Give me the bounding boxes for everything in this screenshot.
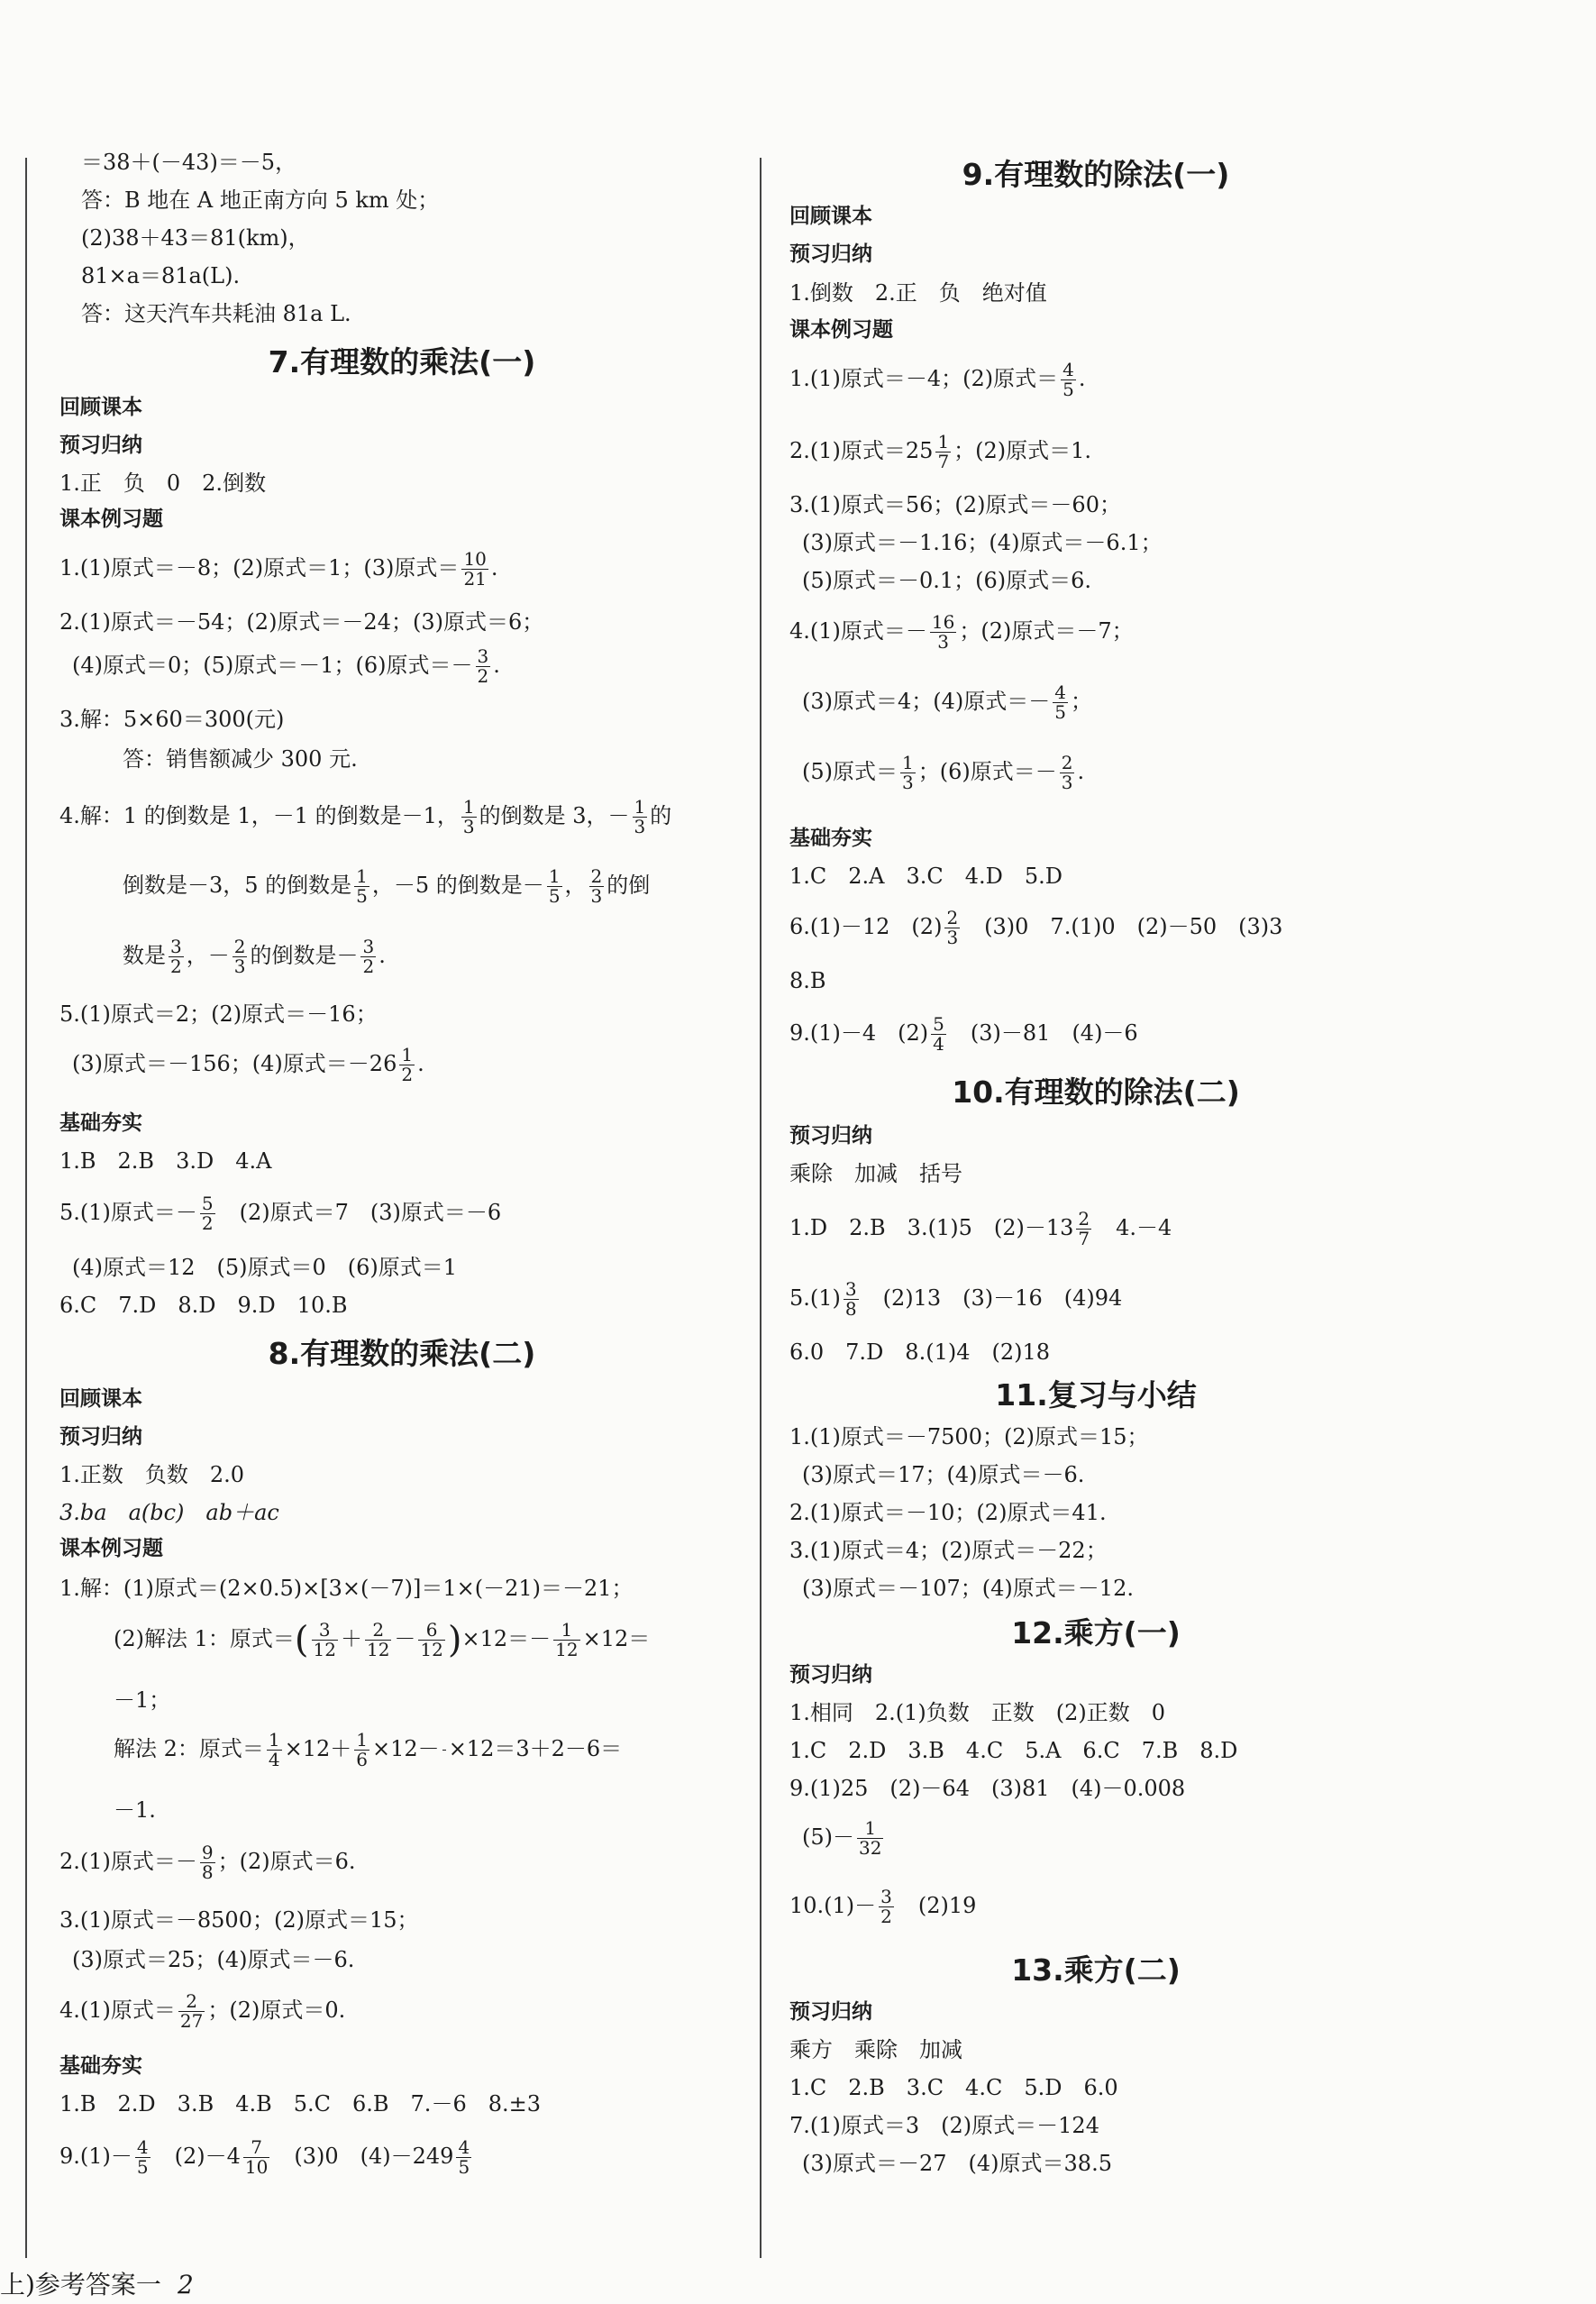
text-segment: 倒数是－3，5 的倒数是 (123, 873, 352, 898)
answer-line (59, 2138, 474, 2177)
text-segment: 4.(1)原式＝－ (789, 618, 927, 644)
denominator: 8 (201, 1861, 214, 1883)
answer-line: 3.解：5×60＝300(元) (59, 707, 285, 732)
page-footer (0, 2267, 194, 2303)
text-segment: 数是 (123, 943, 166, 968)
fraction (553, 1621, 579, 1659)
answer-line: 答：销售额减少 300 元. (123, 746, 358, 772)
answer-line: 1.倒数 2.正 负 绝对值 (789, 280, 1047, 306)
section-title: 12.乘方(一) (1011, 1615, 1181, 1650)
numerator: 16 (931, 611, 955, 633)
text-segment: 10.(1)－ (789, 1893, 877, 1918)
text-segment: 6.(1)－12 (2) (789, 914, 943, 939)
answer-line: 数是 $\frac{3}{2}$ ，－ $\frac{2}{3}$ 的倒数是－ $\frac{3}{2}$ . (123, 936, 386, 977)
denominator: 27 (179, 2010, 204, 2032)
answer-line: 3.(1)原式＝－8500；(2)原式＝15； (59, 1907, 419, 1933)
answer-line: 1.正数 负数 2.0 (59, 1462, 245, 1487)
denominator: 5 (1062, 379, 1074, 400)
numerator: 2 (178, 1992, 205, 2012)
denominator: 8 (844, 1298, 857, 1320)
denominator: 2 (201, 1212, 214, 1234)
numerator (442, 1750, 446, 1751)
text-line: 答：这天汽车共耗油 81a L. (81, 301, 351, 326)
fraction (461, 798, 477, 837)
answer-line: (5)原式＝－0.1；(6)原式＝6. (802, 568, 1092, 593)
fraction (418, 1621, 444, 1659)
numerator: 2 (946, 907, 959, 928)
answer-line: 6.C 7.D 8.D 9.D 10.B (59, 1293, 348, 1318)
answer-line: 乘除 加减 括号 (789, 1161, 962, 1186)
column-divider (760, 158, 762, 2258)
answer-line: 2.(1)原式＝－54；(2)原式＝－24；(3)原式＝6； (59, 609, 544, 635)
text-segment: 4.解：1 的倒数是 1，－1 的倒数是－1， (59, 803, 459, 828)
answer-line (789, 1015, 1138, 1054)
section-title: 10.有理数的除法(二) (952, 1074, 1240, 1110)
text-segment: (2)19 (896, 1893, 977, 1918)
fraction (312, 1621, 338, 1659)
numerator: 1 (356, 865, 368, 887)
answer-line (789, 1210, 1172, 1248)
answer-line: 1.B 2.D 3.B 4.B 5.C 6.B 7.－6 8.±3 (59, 2091, 541, 2117)
text-segment: ×12＝－ (461, 1626, 552, 1651)
fraction (200, 1843, 215, 1882)
fraction (589, 867, 605, 906)
numerator: 1 (401, 1044, 414, 1065)
denominator: 3 (1061, 772, 1073, 793)
text-line: 答：B 地在 A 地正南方向 5 km 处； (81, 187, 440, 213)
text-segment: (3)－81 (4)－6 (948, 1020, 1138, 1046)
answer-line: 1.B 2.B 3.D 4.A (59, 1148, 272, 1174)
section-title: 8.有理数的乘法(二) (268, 1336, 536, 1371)
fraction (169, 937, 184, 976)
denominator: 7 (937, 451, 950, 472)
text-segment: 5.(1) (789, 1285, 841, 1311)
answer-line: 1.(1)原式＝－8；(2)原式＝1；(3)原式＝ $\frac{10}{21}$ . (59, 548, 498, 590)
fraction (354, 1731, 369, 1769)
text-segment: ×12＝3＋2－6＝ (448, 1736, 623, 1761)
text-segment: 9.(1)－ (59, 2144, 132, 2169)
section-title: 11.复习与小结 (995, 1377, 1197, 1413)
numerator: 3 (312, 1621, 338, 1641)
fraction (844, 1280, 859, 1319)
subheading: 预习归纳 (789, 2000, 872, 2024)
answer-line: (4)原式＝0；(5)原式＝－1；(6)原式＝－ $\frac{3}{2}$ . (72, 645, 500, 687)
answer-line: 3.(1)原式＝4；(2)原式＝－22； (789, 1538, 1108, 1563)
answer-line: 6.0 7.D 8.(1)4 (2)18 (789, 1339, 1051, 1365)
numerator: 4 (458, 2136, 470, 2158)
numerator: 1 (634, 796, 646, 818)
fraction (456, 2138, 471, 2177)
text-segment: 2.(1)原式＝25 (789, 438, 934, 463)
fraction (879, 1888, 894, 1926)
text-segment: (2)－4 (152, 2144, 241, 2169)
answer-line: －1； (114, 1687, 171, 1713)
subheading: 回顾课本 (789, 205, 872, 228)
numerator: 3 (170, 936, 182, 957)
answer-line: (3)原式＝4；(4)原式＝－ $\frac{4}{5}$ ； (802, 681, 1092, 723)
numerator: 1 (857, 1819, 883, 1839)
answer-line (59, 1843, 356, 1882)
subheading: 预习归纳 (789, 242, 872, 266)
denominator: 12 (313, 1639, 336, 1660)
fraction (633, 798, 648, 837)
answer-line: 1.C 2.B 3.C 4.C 5.D 6.0 (789, 2075, 1118, 2100)
fraction (931, 1015, 946, 1054)
answer-line: 1.C 2.A 3.C 4.D 5.D (789, 864, 1063, 889)
numerator: 3 (880, 1886, 892, 1907)
numerator: 1 (902, 752, 914, 773)
denominator: 3 (902, 772, 914, 793)
numerator: 7 (243, 2138, 269, 2158)
fraction (1053, 683, 1068, 722)
fraction (857, 1819, 883, 1858)
answer-line: (3)原式＝－156；(4)原式＝－26 $\frac{1}{2}$ . (72, 1044, 424, 1085)
subheading: 课本例习题 (59, 507, 163, 531)
text-segment: 4.(1)原式＝ (59, 1998, 176, 2023)
answer-line (789, 433, 1091, 471)
subheading: 预习归纳 (59, 434, 142, 457)
footer-label: 上)参考答案一 (0, 2270, 161, 2299)
subheading: 基础夯实 (789, 827, 872, 850)
answer-line: (3)原式＝－27 (4)原式＝38.5 (802, 2151, 1112, 2176)
text-segment: 9.(1)－4 (2) (789, 1020, 929, 1046)
answer-line: 2.(1)原式＝－10；(2)原式＝41. (789, 1500, 1107, 1525)
text-segment: 2.(1)原式＝－ (59, 1849, 197, 1874)
text-line: 81×a＝81a(L). (81, 263, 241, 288)
answer-line (123, 867, 650, 906)
denominator: 4 (268, 1749, 280, 1770)
text-segment: ；(2)原式＝－7； (959, 618, 1134, 644)
fraction (1060, 754, 1075, 792)
numerator: 5 (201, 1193, 214, 1214)
text-segment: (3)0 7.(1)0 (2)－50 (3)3 (962, 914, 1283, 939)
answer-line: (3)原式＝25；(4)原式＝－6. (72, 1947, 355, 1972)
section-title: 13.乘方(二) (1011, 1952, 1181, 1988)
answer-line: 1.(1)原式＝－7500；(2)原式＝15； (789, 1424, 1149, 1449)
text-segment: (2)解法 1：原式＝ (114, 1626, 295, 1651)
denominator: 2 (401, 1064, 414, 1085)
answer-line: (3)原式＝－107；(4)原式＝－12. (802, 1576, 1134, 1601)
fraction (365, 1621, 391, 1659)
numerator: 2 (365, 1621, 391, 1641)
answer-line: 9.(1)25 (2)－64 (3)81 (4)－0.008 (789, 1776, 1186, 1801)
denominator: 12 (555, 1639, 579, 1660)
answer-line (789, 1888, 976, 1926)
subheading: 回顾课本 (59, 1387, 142, 1411)
text-segment: 解法 2：原式＝ (114, 1736, 264, 1761)
fraction (476, 647, 491, 686)
numerator: 1 (553, 1621, 579, 1641)
numerator: 3 (844, 1278, 857, 1300)
answer-line (789, 613, 1134, 652)
section-title: 9.有理数的除法(一) (962, 157, 1230, 192)
denominator: 7 (1078, 1228, 1090, 1249)
fraction (944, 909, 960, 947)
text-segment: 的倒数是－ (250, 943, 359, 968)
answer-line (59, 1194, 501, 1233)
answer-line (59, 1992, 345, 2031)
text-segment: ；(2)原式＝0. (207, 1998, 346, 2023)
denominator: 5 (356, 885, 368, 907)
answer-line: －1. (114, 1797, 156, 1823)
text-segment: 的倒 (606, 873, 651, 898)
numerator: 6 (418, 1621, 444, 1641)
denominator: 3 (590, 885, 603, 907)
numerator: 2 (233, 936, 246, 957)
fraction (243, 2138, 269, 2177)
answer-line: (2)解法 1：原式＝( $\frac{3}{12}$ ＋ $\frac{2}{12}$ － $\frac{6}{12}$ )×12＝－ $\frac{1}{12}$ ×12＝ (114, 1619, 651, 1661)
fraction (233, 937, 248, 976)
answer-line: 1.相同 2.(1)负数 正数 (2)正数 0 (789, 1700, 1166, 1725)
numerator: 2 (1078, 1208, 1090, 1230)
denominator: 5 (1054, 701, 1066, 723)
text-segment: ；(2)原式＝6. (217, 1849, 356, 1874)
subheading: 回顾课本 (59, 396, 142, 419)
denominator: 12 (366, 1639, 390, 1660)
fraction (135, 2138, 150, 2177)
denominator: 3 (634, 816, 646, 837)
text-segment: ；(6)原式＝－ (917, 759, 1057, 784)
denominator: 2 (170, 955, 182, 977)
answer-line: 1.C 2.D 3.B 4.C 5.A 6.C 7.B 8.D (789, 1738, 1238, 1763)
answer-line (789, 1280, 1122, 1319)
text-segment: ×12－ (372, 1736, 440, 1761)
numerator: 10 (463, 548, 487, 570)
denominator: 2 (880, 1906, 892, 1927)
text-segment: (3)原式＝4；(4)原式＝－ (802, 689, 1051, 714)
denominator: 4 (933, 1033, 944, 1055)
denominator: 12 (420, 1639, 443, 1660)
text-line: ＝38＋(－43)＝－5， (81, 150, 297, 175)
subheading: 预习归纳 (59, 1425, 142, 1449)
text-segment: 5.(1)原式＝－ (59, 1200, 197, 1225)
answer-line: 3.(1)原式＝56；(2)原式＝－60； (789, 492, 1121, 517)
numerator: 1 (462, 796, 475, 818)
page-number: 2 (177, 2270, 194, 2299)
fraction (442, 1750, 446, 1751)
denominator: 5 (136, 2156, 149, 2178)
fraction (461, 550, 488, 589)
subheading: 课本例习题 (789, 318, 893, 342)
text-segment: 的倒数是 3，－ (479, 803, 630, 828)
fraction (935, 433, 951, 471)
text-segment: 4.－4 (1094, 1215, 1172, 1240)
denominator: 3 (233, 955, 246, 977)
text-segment: (5)－ (802, 1824, 854, 1850)
text-segment: 1.D 2.B 3.(1)5 (2)－13 (789, 1215, 1074, 1240)
answer-line: 3.ba a(bc) ab＋ac (59, 1500, 279, 1525)
fraction (354, 867, 369, 906)
numerator: 3 (477, 645, 489, 667)
denominator: 3 (937, 631, 949, 653)
fraction (930, 613, 956, 652)
denominator: 2 (362, 955, 375, 977)
fraction (1076, 1210, 1091, 1248)
numerator: 4 (1054, 681, 1066, 703)
subheading: 预习归纳 (789, 1124, 872, 1147)
text-segment: (2)13 (3)－16 (4)94 (861, 1285, 1123, 1311)
text-segment: 的 (650, 803, 672, 828)
answer-line: (4)原式＝12 (5)原式＝0 (6)原式＝1 (72, 1255, 458, 1280)
denominator: 5 (458, 2156, 470, 2178)
fraction (1061, 361, 1076, 399)
answer-line: (3)原式＝－1.16；(4)原式＝－6.1； (802, 530, 1163, 555)
subheading: 基础夯实 (59, 1111, 142, 1135)
numerator: 2 (1061, 752, 1073, 773)
numerator: 5 (933, 1013, 944, 1035)
answer-line: 乘方 乘除 加减 (789, 2037, 962, 2062)
numerator: 1 (356, 1729, 369, 1751)
denominator: 2 (477, 665, 489, 687)
answer-line: 1.正 负 0 2.倒数 (59, 471, 267, 496)
numerator: 2 (590, 865, 603, 887)
text-segment: 1.(1)原式＝－8；(2)原式＝1；(3)原式＝ (59, 555, 460, 581)
fraction (267, 1731, 282, 1769)
denominator: 3 (462, 816, 475, 837)
fraction (547, 867, 562, 906)
fraction (200, 1194, 215, 1233)
answer-line: (5)原式＝ $\frac{1}{3}$ ；(6)原式＝－ $\frac{2}{3}$ . (802, 752, 1085, 793)
text-segment: ， (564, 873, 587, 898)
fraction (360, 937, 376, 976)
text-segment: ×12＋ (284, 1736, 352, 1761)
text-line: (2)38＋43＝81(km)， (81, 225, 310, 251)
answer-line: 7.(1)原式＝3 (2)原式＝－124 (789, 2113, 1099, 2138)
left-margin-rule (25, 158, 27, 2258)
text-segment: ；(2)原式＝1. (953, 438, 1092, 463)
numerator: 9 (201, 1842, 214, 1863)
section-title: 7.有理数的乘法(一) (268, 344, 536, 379)
text-segment: ，－ (186, 943, 230, 968)
answer-line: 1.解：(1)原式＝(2×0.5)×[3×(－7)]＝1×(－21)＝－21； (59, 1576, 634, 1601)
denominator: 10 (244, 2156, 269, 2178)
subheading: 基础夯实 (59, 2054, 142, 2078)
text-segment: (3)原式＝－156；(4)原式＝－26 (72, 1051, 397, 1076)
text-segment: (4)原式＝0；(5)原式＝－1；(6)原式＝－ (72, 653, 473, 678)
answer-line: (3)原式＝17；(4)原式＝－6. (802, 1462, 1085, 1487)
numerator: 1 (937, 431, 950, 453)
answer-line: 5.(1)原式＝2；(2)原式＝－16； (59, 1001, 378, 1027)
fraction (900, 754, 916, 792)
denominator: 6 (356, 1749, 369, 1770)
fraction (399, 1046, 415, 1084)
text-segment: (2)原式＝7 (3)原式＝－6 (217, 1200, 502, 1225)
answer-line (114, 1731, 622, 1769)
answer-line (789, 909, 1282, 947)
answer-line (59, 798, 671, 837)
denominator: 3 (946, 927, 959, 948)
answer-line: 8.B (789, 968, 826, 993)
denominator: 21 (463, 568, 487, 590)
denominator: 5 (548, 885, 561, 907)
numerator: 4 (136, 2136, 149, 2158)
answer-line: 1.(1)原式＝－4；(2)原式＝ $\frac{4}{5}$ . (789, 359, 1086, 400)
text-segment: (5)原式＝ (802, 759, 898, 784)
answer-line (802, 1819, 886, 1858)
subheading: 课本例习题 (59, 1537, 163, 1560)
numerator: 4 (1062, 359, 1074, 380)
fraction (178, 1992, 205, 2031)
text-segment: ×12＝ (582, 1626, 651, 1651)
text-segment: ，－5 的倒数是－ (371, 873, 544, 898)
numerator: 1 (268, 1729, 280, 1751)
text-segment: 1.(1)原式＝－4；(2)原式＝ (789, 366, 1059, 391)
numerator: 1 (548, 865, 561, 887)
subheading: 预习归纳 (789, 1663, 872, 1687)
text-segment: (3)0 (4)－249 (272, 2144, 454, 2169)
numerator: 3 (362, 936, 375, 957)
denominator: 32 (859, 1837, 882, 1859)
